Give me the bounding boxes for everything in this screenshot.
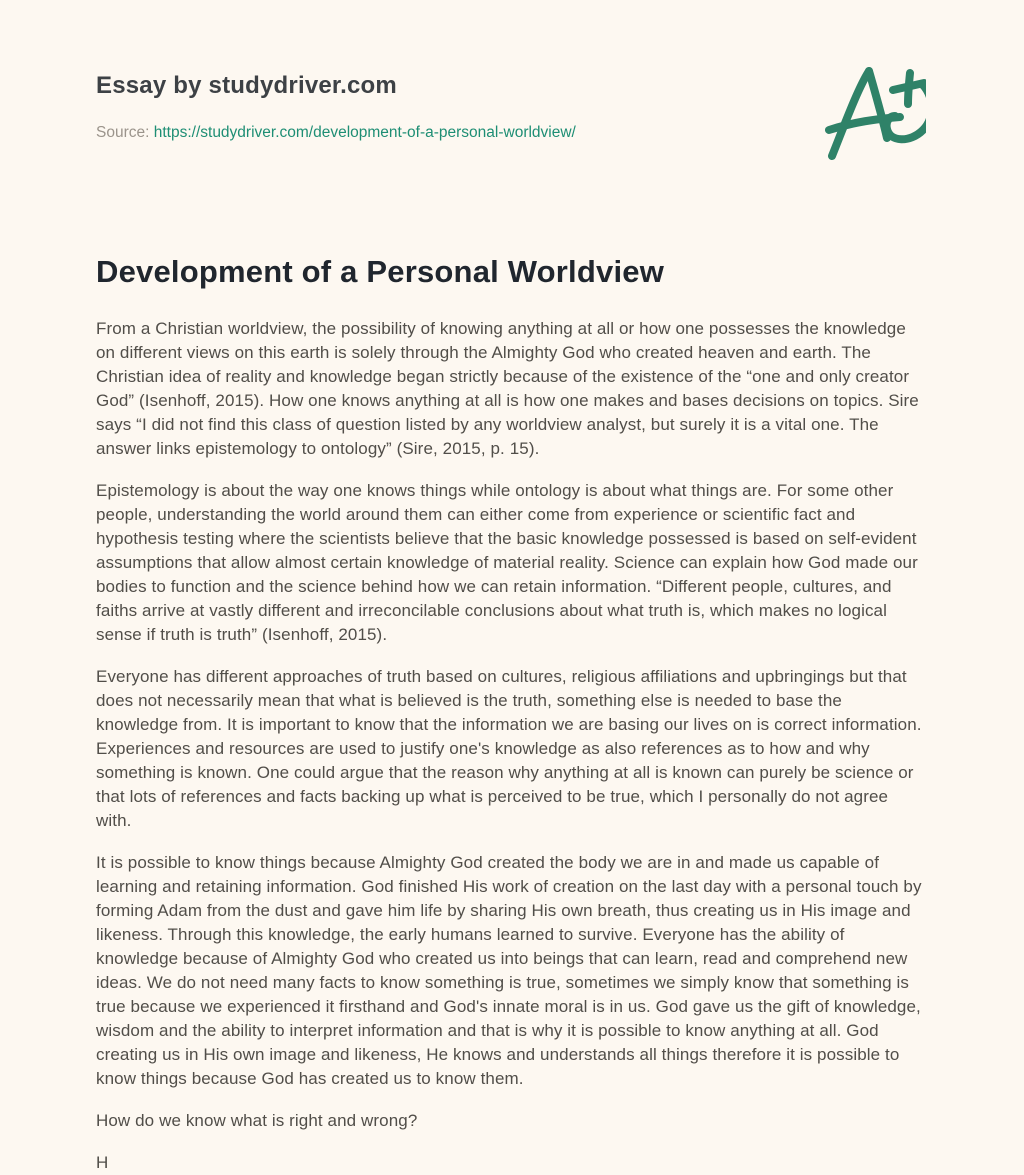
byline: Essay by studydriver.com xyxy=(96,72,397,99)
essay-paragraph-truncated: H xyxy=(96,1153,109,1172)
studydriver-a-plus-logo-icon xyxy=(822,60,926,170)
essay-paragraph-question: How do we know what is right and wrong? xyxy=(96,1111,418,1130)
essay-paragraph-3: Everyone has different approaches of truth based on cultures, religious affiliations and upbringings but that does not necessarily mean that what is believed is the truth, something else is needed to base the knowledge from. It is important to know that the information we are basing our lives on is correct information. Experiences and resources are used to justify one's knowledge as also references as to how and why something is known. One could argue that the reason why anything at all is known can purely be science or that lots of references and facts backing up what is perceived to be true, which I personally do not agree with. xyxy=(96,667,922,830)
source-label: Source: xyxy=(96,124,150,141)
source-line xyxy=(96,124,928,142)
essay-paragraph-2: Epistemology is about the way one knows things while ontology is about what things are. For some other people, understanding the world around them can either come from experience or scientific fact and hypothesis testing where the scientists believe that the basic knowledge possessed is based on self-evident assumptions that allow almost certain knowledge of material reality. Science can explain how God made our bodies to function and the science behind how we can retain information. “Different people, cultures, and faiths arrive at vastly different and irreconcilable conclusions about what truth is, which makes no logical sense if truth is truth” (Isenhoff, 2015). xyxy=(96,481,918,644)
essay-paragraph-4: It is possible to know things because Almighty God created the body we are in and made us capable of learning and retaining information. God finished His work of creation on the last day with a personal touch by forming Adam from the dust and gave him life by sharing His own breath, thus creating us in His image and likeness. Through this knowledge, the early humans learned to survive. Everyone has the ability of knowledge because of Almighty God who created us into beings that can learn, read and comprehend new ideas. We do not need many facts to know something is true, sometimes we simply know that something is true because we experienced it firsthand and God's innate moral is in us. God gave us the gift of knowledge, wisdom and the ability to interpret information and that is why it is possible to know anything at all. God creating us in His own image and likeness, He knows and understands all things therefore it is possible to know things because God has created us to know them. xyxy=(96,853,922,1088)
page-header xyxy=(96,0,928,142)
essay-paragraph-1: From a Christian worldview, the possibility of knowing anything at all or how one possesses the knowledge on different views on this earth is solely through the Almighty God who created heaven and earth. The Christian idea of reality and knowledge began strictly because of the existence of the “one and only creator God” (Isenhoff, 2015). How one knows anything at all is how one makes and bases decisions on topics. Sire says “I did not find this class of question listed by any worldview analyst, but surely it is a vital one. The answer links epistemology to ontology” (Sire, 2015, p. 15). xyxy=(96,319,919,458)
essay-body xyxy=(96,254,928,1175)
essay-title: Development of a Personal Worldview xyxy=(96,254,665,289)
source-link[interactable]: https://studydriver.com/development-of-a-personal-worldview/ xyxy=(153,124,576,141)
essay-paragraphs xyxy=(96,317,928,1175)
